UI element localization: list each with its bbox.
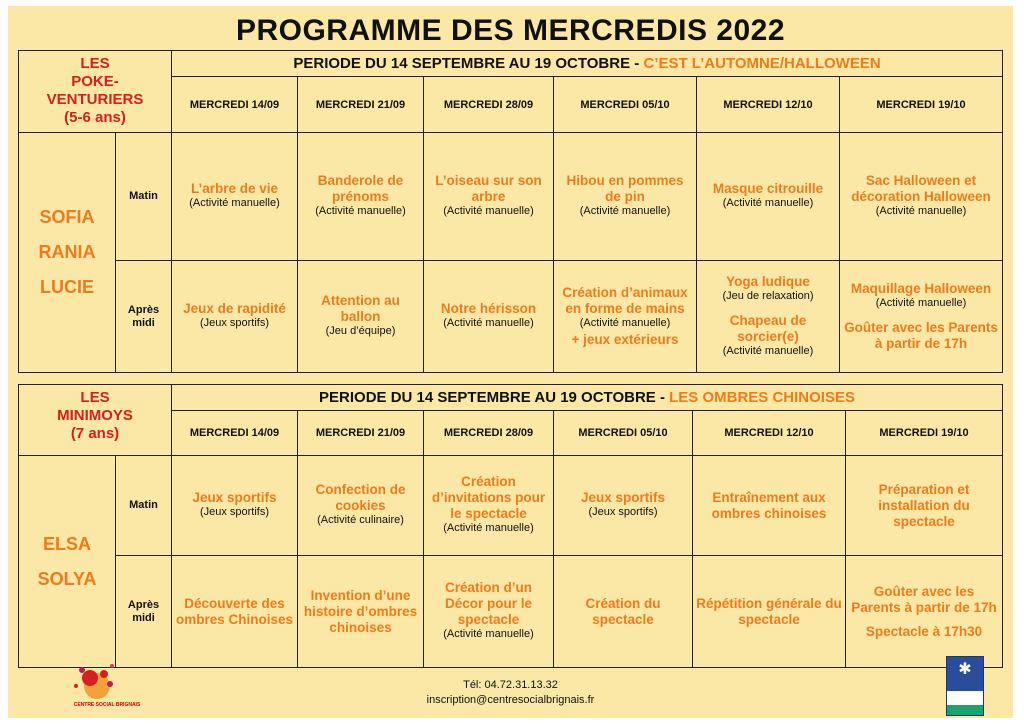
activity-cell: [172, 133, 298, 261]
activity-cell: [298, 456, 424, 556]
activity-title: Jeux de rapidité: [183, 301, 286, 316]
activity-cell: [846, 456, 1003, 556]
activity-title: Jeux sportifs: [192, 490, 277, 505]
activity-title: Préparation et installation du spectacle: [878, 481, 970, 529]
activity-type: (Activité manuelle): [722, 197, 814, 209]
spacer: [849, 616, 999, 624]
activity-type: (Jeu de relaxation): [722, 289, 814, 302]
child-name: RANIA: [38, 242, 96, 262]
spacer: [700, 305, 836, 313]
period-header: [172, 385, 1003, 411]
group-name-line: VENTURIERS: [46, 91, 144, 108]
activity-type: (Activité manuelle): [579, 317, 671, 329]
children-names: [19, 133, 116, 373]
activity-title: Masque citrouille: [712, 181, 824, 196]
group-name-line: (7 ans): [70, 425, 120, 442]
activity-type: (Activité manuelle): [579, 205, 671, 217]
activity-title: Création du spectacle: [585, 595, 661, 627]
day-header: MERCREDI 19/10: [840, 77, 1003, 133]
day-header: MERCREDI 28/09: [424, 411, 554, 456]
activity-cell: [172, 556, 298, 668]
day-header: MERCREDI 21/09: [298, 77, 424, 133]
activity-cell: [693, 556, 846, 668]
activity-cell: [840, 261, 1003, 373]
activity-type: (Jeux sportifs): [588, 506, 658, 518]
activity-title: Notre hérisson: [440, 301, 537, 316]
period-text: PERIODE DU 14 SEPTEMBRE AU 19 OCTOBRE -: [319, 389, 670, 406]
activity-cell: [697, 133, 840, 261]
activity-type: (Activité culinaire): [317, 514, 404, 526]
day-header: MERCREDI 14/09: [172, 411, 298, 456]
activity-cell: [298, 133, 424, 261]
child-name: SOLYA: [37, 568, 97, 589]
caf-logo-icon: ✱: [958, 661, 972, 678]
child-name: ELSA: [42, 533, 91, 554]
activity-cell: [424, 556, 554, 668]
activity-title: Découverte des ombres Chinoises: [175, 595, 294, 627]
group-name-line: MINIMOYS: [57, 407, 133, 424]
activity-title: Entraînement aux ombres chinoises: [711, 489, 827, 521]
activity-type: (Activité manuelle): [189, 197, 280, 209]
activity-type: (Activité manuelle): [875, 297, 967, 309]
activity-type: (Activité manuelle): [443, 628, 534, 640]
activity-title: Maquillage Halloween: [850, 281, 992, 296]
group-name: [19, 385, 172, 456]
activity-title: Création d’un Décor pour le spectacle: [444, 580, 533, 627]
day-header: MERCREDI 05/10: [554, 411, 693, 456]
activity-title: Répétition générale du spectacle: [696, 595, 842, 627]
activity-cell: [697, 261, 840, 373]
group-name: [19, 51, 172, 133]
schedule-table-poke-venturiers: [18, 50, 1003, 373]
footer-contact: [8, 678, 1013, 708]
activity-title: Goûter avec les Parents à partir de 17h: [844, 320, 998, 351]
activity-extra: + jeux extérieurs: [571, 332, 679, 347]
day-header: MERCREDI 19/10: [846, 411, 1003, 456]
spacer: [843, 312, 999, 320]
activity-cell: [424, 261, 554, 373]
activity-title: Hibou en pommes de pin: [566, 173, 684, 204]
activity-type: (Jeux sportifs): [199, 506, 270, 518]
period-header: [172, 51, 1003, 77]
activity-cell: [424, 133, 554, 261]
activity-cell: [298, 556, 424, 668]
activity-type: (Activité manuelle): [875, 205, 967, 217]
activity-type: (Jeux sportifs): [199, 317, 270, 329]
activity-title: Sac Halloween et décoration Halloween: [851, 173, 991, 204]
activity-cell: [846, 556, 1003, 668]
footer-email: inscription@centresocialbrignais.fr: [426, 694, 595, 706]
activity-cell: [554, 456, 693, 556]
activity-title: L’arbre de vie: [190, 181, 279, 196]
activity-title: Invention d’une histoire d’ombres chinoises: [303, 587, 418, 635]
activity-title: Banderole de prénoms: [317, 173, 404, 204]
activity-cell: [172, 456, 298, 556]
footer-phone: Tél: 04.72.31.13.32: [463, 679, 558, 691]
activity-cell: [424, 456, 554, 556]
group-name-line: LES: [80, 389, 110, 406]
activity-type: (Activité manuelle): [722, 344, 814, 357]
activity-title: Spectacle à 17h30: [865, 623, 983, 639]
child-name: SOFIA: [39, 207, 95, 227]
child-name: LUCIE: [40, 277, 94, 297]
activity-title: Yoga ludique: [726, 273, 810, 289]
activity-title: L’oiseau sur son arbre: [435, 173, 542, 204]
activity-title: Attention au ballon: [321, 293, 400, 324]
slot-label-afternoon: Après midi: [116, 556, 172, 668]
activity-cell: [554, 261, 697, 373]
activity-type: (Activité manuelle): [315, 205, 406, 217]
page: [8, 6, 1013, 718]
activity-title: Chapeau de sorcier(e): [729, 312, 807, 344]
activity-type: (Activité manuelle): [443, 522, 534, 534]
group-name-line: POKE-: [71, 73, 119, 90]
page-title: PROGRAMME DES MERCREDIS 2022: [235, 14, 786, 47]
activity-title: Création d’invitations pour le spectacle: [431, 474, 546, 521]
activity-title: Jeux sportifs: [580, 490, 666, 505]
activity-title: Confection de cookies: [315, 482, 406, 513]
activity-type: (Activité manuelle): [443, 317, 534, 329]
day-header: MERCREDI 14/09: [172, 77, 298, 133]
activity-cell: [554, 556, 693, 668]
slot-label-morning: Matin: [116, 133, 172, 261]
day-header: MERCREDI 05/10: [554, 77, 697, 133]
period-theme: C’EST L’AUTOMNE/HALLOWEEN: [643, 55, 881, 72]
activity-cell: [172, 261, 298, 373]
group-name-line: LES: [80, 55, 110, 72]
activity-type: (Activité manuelle): [443, 205, 534, 217]
slot-label-afternoon: Après midi: [116, 261, 172, 373]
day-header: MERCREDI 12/10: [697, 77, 840, 133]
period-theme: LES OMBRES CHINOISES: [669, 389, 855, 406]
slot-label-morning: Matin: [116, 456, 172, 556]
activity-cell: [693, 456, 846, 556]
day-header: MERCREDI 12/10: [693, 411, 846, 456]
period-text: PERIODE DU 14 SEPTEMBRE AU 19 OCTOBRE -: [293, 55, 644, 72]
children-names: [19, 456, 116, 668]
centre-social-logo-text: CENTRE SOCIAL BRIGNAIS: [73, 702, 141, 708]
schedule-table-minimoys: [18, 384, 1003, 668]
activity-type: (Jeu d’équipe): [325, 325, 396, 337]
activity-cell: [554, 133, 697, 261]
day-header: MERCREDI 28/09: [424, 77, 554, 133]
group-name-line: (5-6 ans): [64, 109, 126, 126]
caf-logo: [946, 656, 984, 716]
activity-cell: [298, 261, 424, 373]
activity-title: Création d’animaux en forme de mains: [562, 285, 688, 316]
day-header: MERCREDI 21/09: [298, 411, 424, 456]
activity-cell: [840, 133, 1003, 261]
activity-title: Goûter avec les Parents à partir de 17h: [851, 583, 997, 615]
